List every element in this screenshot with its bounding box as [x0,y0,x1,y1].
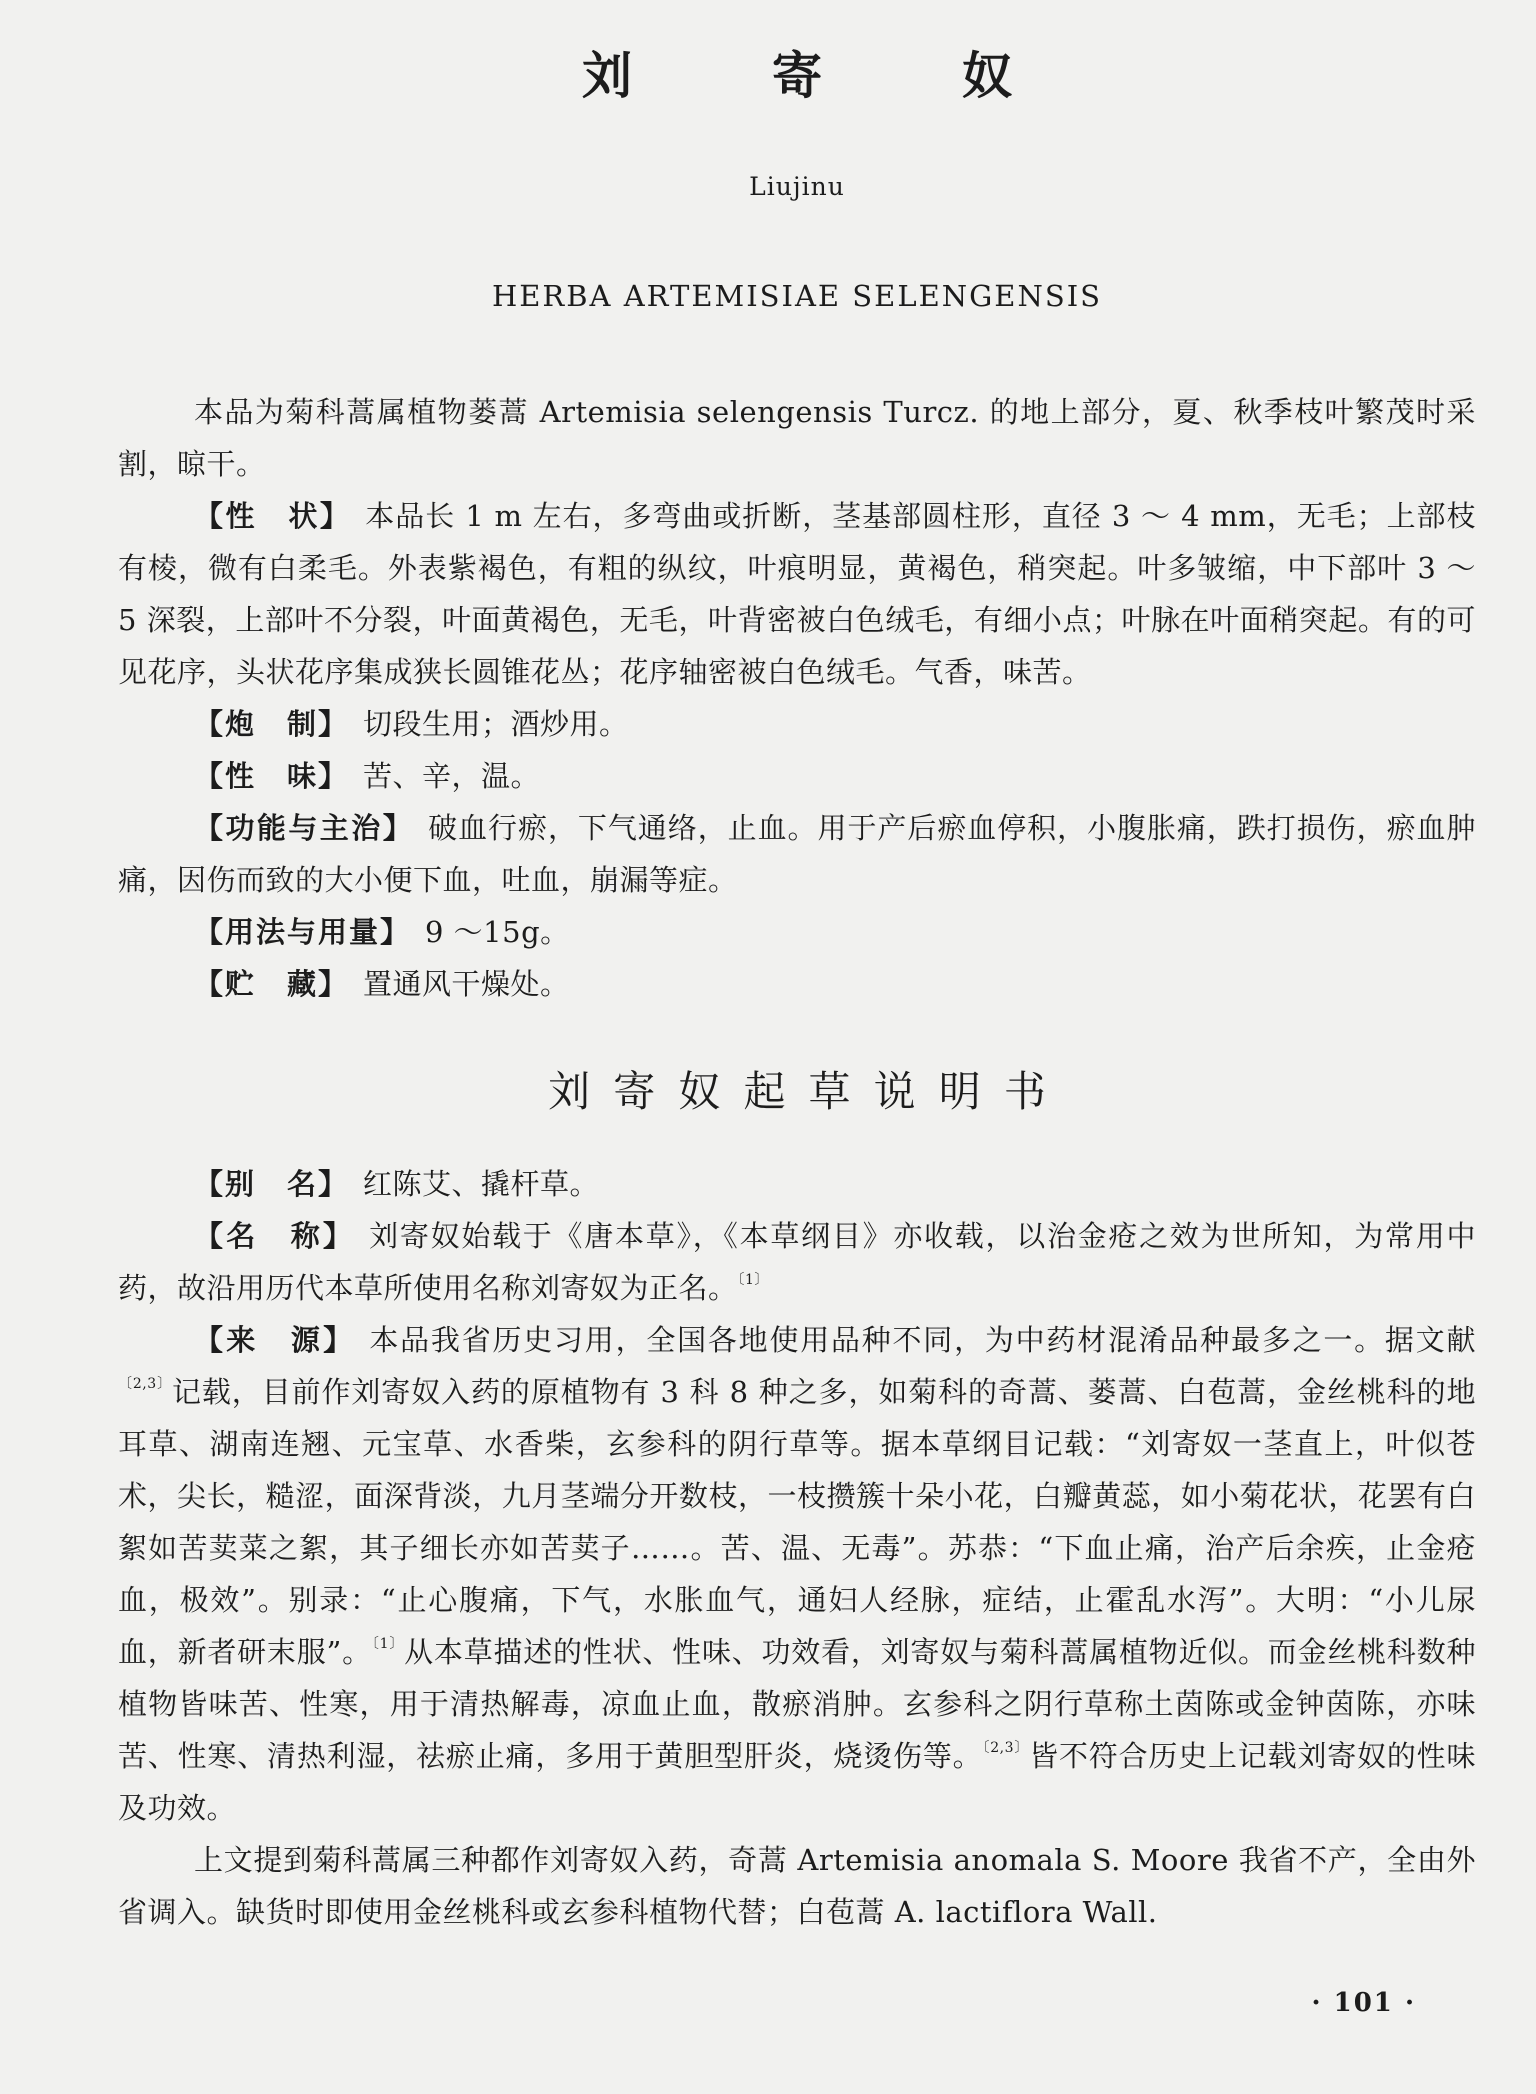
prop-label: 【性 味】 [194,759,350,793]
source-text: 从本草描述的性状、性味、功效看，刘寄奴与菊科蒿属植物近似。而金丝桃科数种植物皆味苦、性寒，用于清热解毒，凉血止血，散瘀消肿。玄参科之阴行草称土茵陈或金钟茵陈，亦味苦、性寒、清热利湿，祛瘀止痛，多用于黄胆型肝炎，烧烫伤等。 [118,1635,1476,1773]
source-text: 记载，目前作刘寄奴入药的原植物有 3 科 8 种之多，如菊科的奇蒿、蒌蒿、白苞蒿，金丝桃科的地耳草、湖南连翘、元宝草、水香柴，玄参科的阴行草等。据本草纲目记载：“刘寄奴一茎直上，叶似苍术，尖长，糙涩，面深背淡，九月茎端分开数枝，一枝攒簇十朵小花，白瓣黄蕊，如小菊花状，花罢有白絮如苦荬菜之絮，其子细长亦如苦荬子……。苦、温、无毒”。苏恭：“下血止痛，治产后余疾，止金疮血，极效”。别录：“止心腹痛，下气，水胀血气，通妇人经脉，症结，止霍乱水泻”。大明：“小儿尿血，新者研末服”。 [118,1375,1477,1669]
prop-label: 【贮 藏】 [194,967,350,1001]
prop-label: 【用法与用量】 [194,915,412,949]
prop-label: 【炮 制】 [194,707,350,741]
name-text: 刘寄奴始载于《唐本草》，《本草纲目》亦收载，以治金疮之效为世所知，为常用中药，故沿用历代本草所使用名称刘寄奴为正名。 [118,1219,1476,1305]
source-text: 皆不符合历史上记载刘寄奴的性味及功效。 [118,1739,1476,1825]
source-label: 【来 源】 [194,1323,356,1357]
closing-paragraph: 上文提到菊科蒿属三种都作刘寄奴入药，奇蒿 Artemisia anomala S. Moore 我省不产，全由外省调入。缺货时即使用金丝桃科或玄参科植物代替；白苞蒿 A. lactiflora Wall. [118,1843,1476,1929]
prop-text: 本品长 1 m 左右，多弯曲或折断，茎基部圆柱形，直径 3 ～ 4 mm，无毛；上部枝有棱，微有白柔毛。外表紫褐色，有粗的纵纹，叶痕明显，黄褐色，稍突起。叶多皱缩，中下部叶 3 ～ 5 深裂，上部叶不分裂，叶面黄褐色，无毛，叶背密被白色绒毛，有细小点；叶脉在叶面稍突起。有的可见花序，头状花序集成狭长圆锥花丛；花序轴密被白色绒毛。气香，味苦。 [118,499,1476,689]
source-paragraph [118,1314,1476,1834]
prop-text: 苦、辛，温。 [363,759,541,793]
reference-mark: 〔2,3〕 [982,1740,1030,1756]
prop-dosage [118,906,1476,958]
source-text: 本品我省历史习用，全国各地使用品种不同，为中药材混淆品种最多之一。据文献 [369,1323,1476,1357]
prop-appearance [118,490,1476,698]
prop-text: 置通风干燥处。 [363,967,570,1001]
section-title: 刘寄奴起草说明书 [548,1067,1069,1116]
prop-function [118,802,1476,906]
prop-processing [118,698,1476,750]
prop-label: 【性 状】 [194,499,352,533]
document-page [0,46,1536,2094]
prop-storage [118,958,1476,1010]
prop-text: 破血行瘀，下气通络，止血。用于产后瘀血停积，小腹胀痛，跌打损伤，瘀血肿痛，因伤而致的大小便下血，吐血，崩漏等症。 [118,811,1476,897]
latin-name: HERBA ARTEMISIAE SELENGENSIS [491,279,1103,313]
intro-paragraph: 本品为菊科蒿属植物蒌蒿 Artemisia selengensis Turcz. 的地上部分，夏、秋季枝叶繁茂时采割，晾干。 [118,395,1476,481]
name-label: 【名 称】 [194,1219,356,1253]
reference-mark: 〔1〕 [371,1636,405,1652]
prop-text: 9 ～15g。 [425,915,570,949]
prop-text: 切段生用；酒炒用。 [363,707,629,741]
alias-label: 【别 名】 [194,1167,350,1201]
reference-mark: 〔1〕 [737,1272,769,1288]
pinyin-name: Liujinu [749,172,845,201]
prop-label: 【功能与主治】 [194,811,415,845]
reference-mark: 〔2,3〕 [118,1376,172,1392]
alias-text: 红陈艾、撬杆草。 [363,1167,600,1201]
monograph-title: 刘 寄 奴 [582,46,1057,105]
prop-nature [118,750,1476,802]
alias-paragraph [118,1158,1476,1210]
name-paragraph [118,1210,1476,1314]
page-number: · 101 · [1311,1988,1416,2018]
